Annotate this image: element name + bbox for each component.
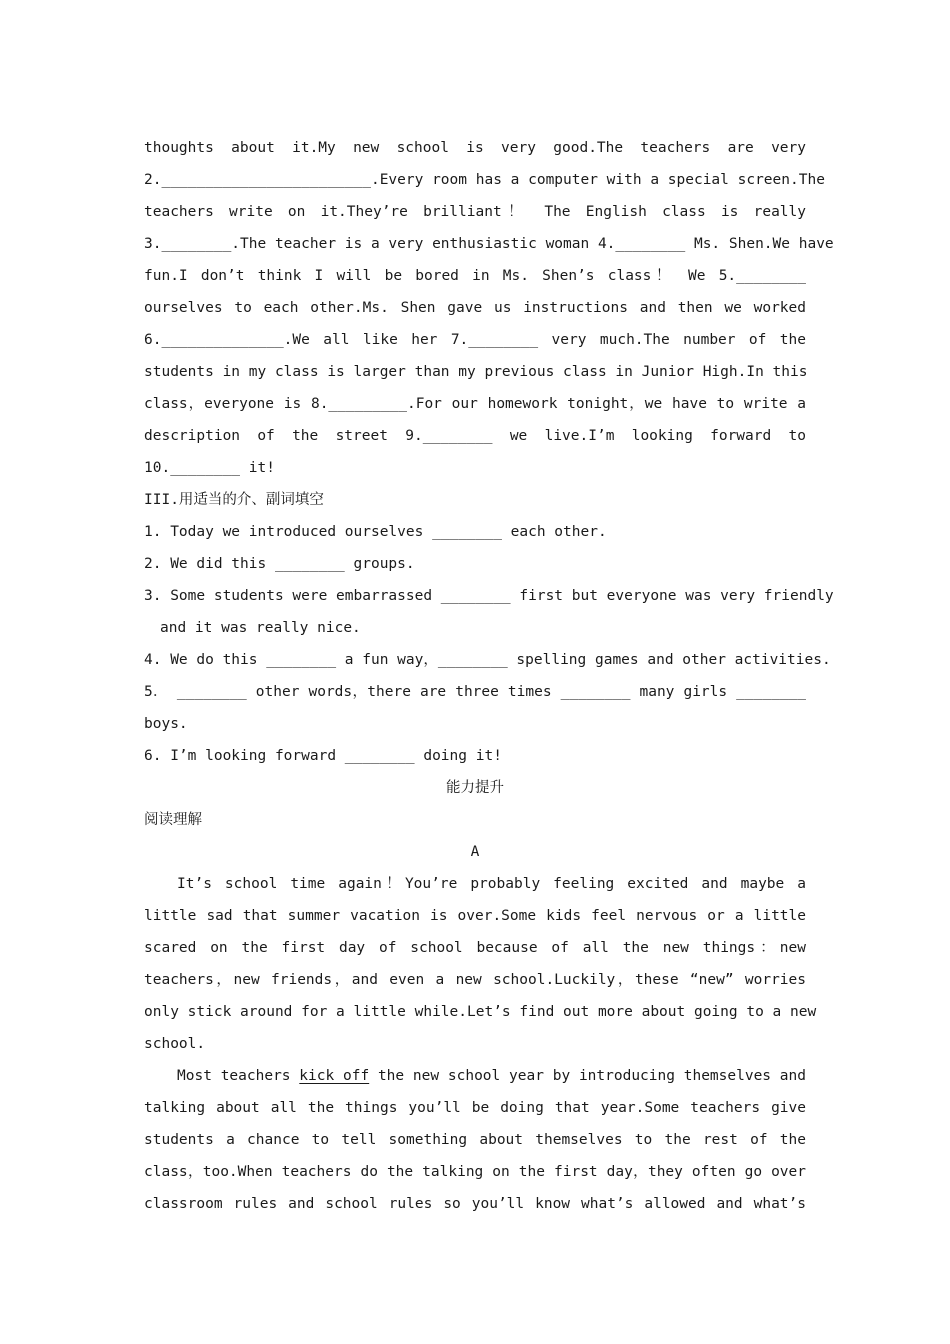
ability-title: 能力提升 <box>446 780 504 796</box>
passage-line: 3.________.The teacher is a very enthusiastic woman 4.________ Ms. Shen.We have <box>144 236 834 252</box>
reading-line <box>144 1060 806 1092</box>
passage-line: students in my class is larger than my previous class in Junior High.In this <box>144 364 808 380</box>
reading-line: classroom rules and school rules so you’ll know what’s allowed and what’s <box>144 1196 806 1212</box>
exercise-item: 3. Some students were embarrassed ________ first but everyone was very friendly <box>144 588 834 604</box>
reading-line: only stick around for a little while.Let’s find out more about going to a new <box>144 1004 817 1020</box>
reading-text: the new school year by introducing themselves and <box>369 1068 806 1084</box>
passage-line: 10.________ it! <box>144 460 275 476</box>
passage-label: A <box>470 844 480 860</box>
reading-line: scared on the first day of school because of all the new things：new <box>144 940 806 956</box>
underlined-phrase: kick off <box>299 1068 370 1084</box>
exercise-item: 5． ________ other words，there are three times ________ many girls ________ <box>144 684 806 700</box>
reading-line: It’s school time again！You’re probably feeling excited and maybe a <box>177 876 806 892</box>
exercise-item-continuation: boys. <box>144 716 188 732</box>
passage-line: 2.________________________.Every room has a computer with a special screen.The <box>144 172 825 188</box>
passage-line: ourselves to each other.Ms. Shen gave us instructions and then we worked <box>144 300 806 316</box>
exercise-item: 4. We do this ________ a fun way，________ spelling games and other activities. <box>144 652 831 668</box>
reading-line: school. <box>144 1036 206 1052</box>
passage-line: teachers write on it.They’re brilliant！ The English class is really <box>144 204 806 220</box>
reading-line: teachers，new friends，and even a new school.Luckily，these “new” worries <box>144 972 806 988</box>
passage-continuation <box>144 132 834 484</box>
passage-line: description of the street 9.________ we live.I’m looking forward to <box>144 428 806 444</box>
reading-line: little sad that summer vacation is over.Some kids feel nervous or a little <box>144 908 806 924</box>
reading-title: 阅读理解 <box>144 812 202 828</box>
passage-line: class，everyone is 8._________.For our homework tonight，we have to write a <box>144 396 806 412</box>
exercise-item: 1. Today we introduced ourselves ________ each other. <box>144 524 607 540</box>
reading-line: class，too.When teachers do the talking on the first day，they often go over <box>144 1164 806 1180</box>
passage-line: fun.I don’t think I will be bored in Ms. Shen’s class！ We 5.________ <box>144 268 806 284</box>
reading-line: students a chance to tell something about themselves to the rest of the <box>144 1132 806 1148</box>
reading-text: Most teachers <box>177 1068 300 1084</box>
reading-line: talking about all the things you’ll be doing that year.Some teachers give <box>144 1100 806 1116</box>
reading-paragraph-2 <box>144 1060 806 1220</box>
exercise-item-continuation: and it was really nice. <box>160 620 361 636</box>
section-3-title: III.用适当的介、副词填空 <box>144 492 324 508</box>
passage-line: 6.______________.We all like her 7.________ very much.The number of the <box>144 332 806 348</box>
exercise-item: 2. We did this ________ groups. <box>144 556 415 572</box>
document-page <box>144 132 834 1220</box>
passage-line: thoughts about it.My new school is very good.The teachers are very <box>144 140 806 156</box>
section-3 <box>144 484 834 772</box>
reading-paragraph-1 <box>144 868 817 1060</box>
exercise-item: 6. I’m looking forward ________ doing it! <box>144 748 502 764</box>
